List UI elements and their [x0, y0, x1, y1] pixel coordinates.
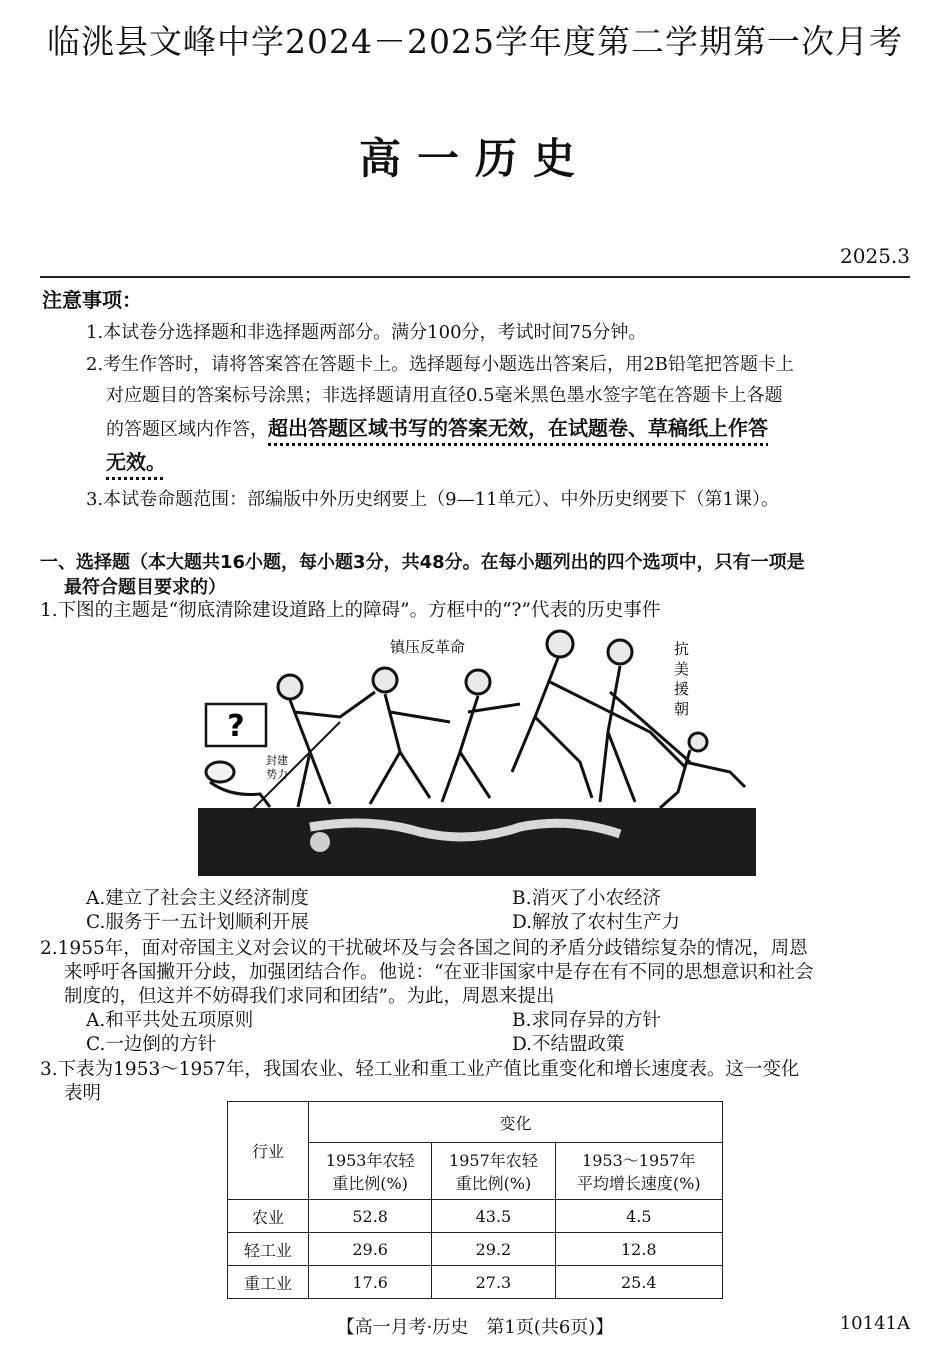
q1-option-b[interactable]: B.消灭了小农经济 [512, 888, 661, 909]
exam-date: 2025.3 [840, 244, 910, 268]
cartoon-figures [206, 631, 745, 812]
question-1-stem: 1.下图的主题是“彻底清除建设道路上的障碍”。方框中的“?”代表的历史事件 [40, 600, 661, 621]
label-resist-3: 援 [674, 680, 690, 698]
question-3-stem-line-2: 表明 [64, 1083, 102, 1104]
school-exam-title: 临洮县文峰中学2024－2025学年度第二学期第一次月考 [47, 22, 903, 61]
cell-value: 29.6 [309, 1233, 432, 1266]
notice-item-2-line-4: 无效。 [106, 450, 166, 474]
section-1-heading-line-2: 最符合题目要求的） [64, 577, 226, 598]
question-3-stem-line-1: 3.下表为1953～1957年，我国农业、轻工业和重工业产值比重变化和增长速度表。这一变化 [40, 1059, 800, 1080]
table-col-1957-header [432, 1143, 555, 1200]
cell-value: 27.3 [432, 1266, 555, 1299]
row-name: 农业 [228, 1200, 309, 1233]
cell-value: 25.4 [555, 1266, 722, 1299]
cell-value: 52.8 [309, 1200, 432, 1233]
industry-output-table [227, 1101, 723, 1299]
cell-value: 4.5 [555, 1200, 722, 1233]
cartoon-illustration [190, 622, 760, 878]
cell-value: 12.8 [555, 1233, 722, 1266]
header-divider [40, 276, 910, 278]
table-corner-header: 行业 [228, 1102, 309, 1200]
col-growth-line-1: 1953～1957年 [582, 1151, 696, 1170]
label-suppress-counterrevolution: 镇压反革命 [390, 638, 466, 656]
col-1953-line-1: 1953年农轻 [325, 1151, 415, 1170]
cartoon-ground [198, 808, 756, 876]
col-1957-line-2: 重比例(%) [455, 1174, 532, 1193]
notice-item-2-line-3-text: 的答题区域内作答， [106, 419, 268, 440]
notice-item-1: 1.本试卷分选择题和非选择题两部分。满分100分，考试时间75分钟。 [86, 322, 647, 343]
section-1-heading-line-1: 一、选择题（本大题共16小题，每小题3分，共48分。在每小题列出的四个选项中，只有一项是 [40, 552, 805, 573]
label-feudal-2: 势力 [266, 768, 288, 781]
question-2-stem-line-2: 来呼吁各国撇开分歧，加强团结合作。他说：“在亚非国家中是存在有不同的思想意识和社会 [64, 962, 814, 983]
q2-option-d[interactable]: D.不结盟政策 [512, 1034, 625, 1055]
label-resist-1: 抗 [674, 640, 690, 658]
q2-option-b[interactable]: B.求同存异的方针 [512, 1010, 661, 1031]
table-col-1953-header [309, 1143, 432, 1200]
row-name: 重工业 [228, 1266, 309, 1299]
question-2-stem-line-3: 制度的，但这并不妨碍我们求同和团结”。为此，周恩来提出 [64, 986, 555, 1007]
table-row [228, 1200, 723, 1233]
table-group-header: 变化 [309, 1102, 723, 1143]
label-feudal-1: 封建 [266, 754, 288, 767]
cell-value: 29.2 [432, 1233, 555, 1266]
notice-item-3: 3.本试卷命题范围：部编版中外历史纲要上（9—11单元）、中外历史纲要下（第1课）。 [86, 489, 779, 510]
table-row [228, 1233, 723, 1266]
question-mark: ? [227, 709, 245, 744]
notice-item-2-line-3 [106, 412, 768, 441]
notice-item-2-line-2: 对应题目的答案标号涂黑；非选择题请用直径0.5毫米黑色墨水签字笔在答题卡上各题 [106, 385, 783, 406]
question-1-cartoon [190, 622, 760, 878]
table-col-growth-header [555, 1143, 722, 1200]
q1-option-a[interactable]: A.建立了社会主义经济制度 [86, 888, 309, 909]
cell-value: 43.5 [432, 1200, 555, 1233]
cell-value: 17.6 [309, 1266, 432, 1299]
q1-option-d[interactable]: D.解放了农村生产力 [512, 912, 681, 933]
notice-item-2-line-1: 2.考生作答时，请将答案答在答题卡上。选择题每小题选出答案后，用2B铅笔把答题卡上 [86, 354, 794, 375]
table-row [228, 1266, 723, 1299]
col-1953-line-2: 重比例(%) [332, 1174, 408, 1193]
row-name: 轻工业 [228, 1233, 309, 1266]
paper-code: 10141A [839, 1313, 910, 1334]
subject-title: 高一历史 [358, 134, 591, 183]
notice-item-2-emphasis: 超出答题区域书写的答案无效，在试题卷、草稿纸上作答 [268, 416, 768, 440]
notice-heading: 注意事项： [42, 288, 142, 312]
page-footer: 【高一月考·历史 第1页(共6页)】 [336, 1317, 614, 1338]
label-resist-2: 美 [674, 660, 690, 678]
question-2-stem-line-1: 2.1955年，面对帝国主义对会议的干扰破坏及与会各国之间的矛盾分歧错综复杂的情况，周恩 [40, 938, 808, 959]
q1-option-c[interactable]: C.服务于一五计划顺利开展 [86, 912, 309, 933]
fallen-figure-head [310, 832, 330, 852]
q2-option-c[interactable]: C.一边倒的方针 [86, 1034, 217, 1055]
col-1957-line-1: 1957年农轻 [449, 1151, 538, 1170]
q2-option-a[interactable]: A.和平共处五项原则 [86, 1010, 254, 1031]
label-resist-4: 朝 [674, 700, 690, 718]
col-growth-line-2: 平均增长速度(%) [576, 1174, 701, 1193]
